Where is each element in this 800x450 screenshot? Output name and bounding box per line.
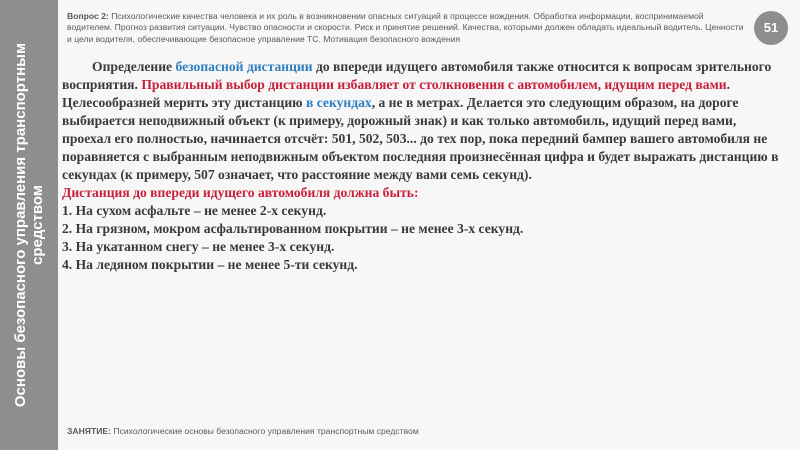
highlight-seconds: в секундах bbox=[305, 95, 372, 110]
list-item: 4. На ледяном покрытии – не менее 5-ти секунд. bbox=[62, 257, 358, 272]
list-item: 3. На укатанном снегу – не менее 3-х секунд. bbox=[62, 239, 335, 254]
sidebar bbox=[0, 0, 58, 450]
footer-label: ЗАНЯТИЕ: bbox=[67, 426, 111, 436]
sidebar-title: Основы безопасного управления транспортным средством bbox=[12, 42, 46, 408]
highlight-statement: Правильный выбор дистанции избавляет от столкновения с автомобилем, идущим перед вами bbox=[141, 77, 727, 92]
main-content bbox=[62, 58, 784, 274]
text-run: , а не в метрах. Делается это следующим образом, на дороге выбирается неподвижный объект (к примеру, дорожный знак) и как только автомобиль, идущий перед вами, проехал его полностью, начинается отсчёт: 501, 502, 503... до тех пор, пока передний бампер вашего автомобиля не поравняется с выбранным неподвижным объектом последняя произнесённая цифра и будет выражать дистанцию в секундах (к примеру, 507 означает, что расстояние между вами семь секунд). bbox=[62, 95, 779, 182]
text-run: до впереди идущего автомобиля также относится к вопросам зрительного восприятия. bbox=[62, 59, 772, 92]
question-header bbox=[67, 11, 747, 45]
question-label: Вопрос 2: bbox=[67, 11, 109, 21]
footer-text: Психологические основы безопасного управления транспортным средством bbox=[113, 426, 419, 436]
footer bbox=[67, 426, 419, 436]
question-text: Психологические качества человека и их роль в возникновении опасных ситуаций в процессе вождения. Обработка информации, воспринимаемой водителем. Прогноз развития ситуации. Чувство опасности и скорости. Риск и принятие решений. Качества, которыми должен обладать идеальный водитель. Ценности и цели водителя, обеспечивающие безопасное управление ТС. Мотивация безопасного вождения bbox=[67, 11, 744, 44]
text-run: Определение bbox=[92, 59, 176, 74]
list-item: 1. На сухом асфальте – не менее 2-х секунд. bbox=[62, 203, 327, 218]
text-run: . Целесообразней мерить эту дистанцию bbox=[62, 77, 731, 110]
highlight-term: безопасной дистанции bbox=[175, 59, 313, 74]
slide-number-badge: 51 bbox=[754, 11, 788, 45]
main-paragraph bbox=[62, 58, 784, 184]
list-title: Дистанция до впереди идущего автомобиля должна быть: bbox=[62, 185, 419, 200]
list-item: 2. На грязном, мокром асфальтированном покрытии – не менее 3-х секунд. bbox=[62, 221, 524, 236]
